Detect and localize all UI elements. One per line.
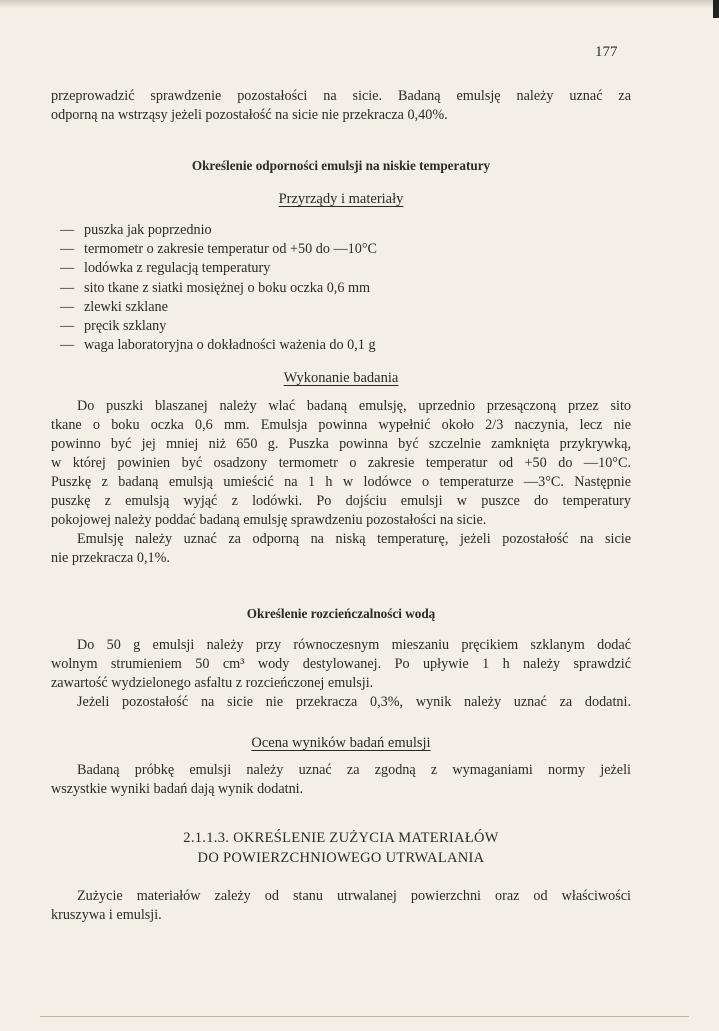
subheading-equipment-text: Przyrządy i materiały [278, 191, 404, 207]
subheading-equipment [51, 190, 631, 209]
list-item-text: pręcik szklany [84, 318, 167, 335]
list-item-text: waga laboratoryjna o dokładności ważenia do 0,1 g [84, 337, 376, 354]
acceptance-line: Emulsję należy uznać za odporną na niską temperaturę, jeżeli pozostałość na sicie [77, 531, 631, 547]
equipment-list [51, 221, 631, 355]
dilution-paragraph [51, 636, 631, 712]
list-item-text: puszka jak poprzednio [84, 222, 212, 238]
list-item [51, 298, 631, 317]
dash-icon: — [60, 222, 75, 238]
intro-line-2: odporną na wstrząsy jeżeli pozostałość na sicie nie przekracza 0,40%. [51, 107, 448, 123]
dash-icon: — [60, 337, 75, 354]
subheading-evaluation-text: Ocena wyników badań emulsji [251, 735, 431, 751]
section-title-line-1: 2.1.1.3. OKREŚLENIE ZUŻYCIA MATERIAŁÓW [183, 830, 499, 846]
list-item [51, 336, 631, 355]
acceptance-line: nie przekracza 0,1%. [51, 550, 170, 566]
list-item [51, 240, 631, 259]
dash-icon: — [60, 298, 75, 315]
final-line: Zużycie materiałów zależy od stanu utrwalanej powierzchni oraz od właściwości [77, 888, 631, 904]
list-item [51, 317, 631, 336]
evaluation-line: wszystkie wyniki badań dają wynik dodatni. [51, 781, 304, 797]
list-item-text: lodówka z regulacją temperatury [84, 260, 271, 277]
section-title [51, 828, 631, 868]
subheading-procedure [51, 369, 631, 388]
procedure-line: puszkę z emulsją wyjąć z lodówki. Po dojściu emulsji w puszce do temperatury [51, 493, 631, 509]
heading-low-temperature: Określenie odporności emulsji na niskie temperatury [191, 158, 491, 173]
procedure-line: Do puszki blaszanej należy wlać badaną emulsję, uprzednio przesączoną przez sito [77, 398, 631, 414]
evaluation-line: Badaną próbkę emulsji należy uznać za zgodną z wymaganiami normy jeżeli [77, 762, 631, 778]
section-title-line-2: DO POWIERZCHNIOWEGO UTRWALANIA [197, 850, 485, 866]
list-item [51, 221, 631, 240]
intro-line-1: przeprowadzić sprawdzenie pozostałości na sicie. Badaną emulsję należy uznać za [51, 88, 631, 104]
list-item [51, 279, 631, 298]
dilution-line: wolnym strumieniem 50 cm³ wody destylowanej. Po upływie 1 h należy sprawdzić [51, 656, 631, 672]
procedure-line: tkane o boku oczka 0,6 mm. Emulsja powinna wypełnić około 2/3 naczynia, lecz nie [51, 417, 631, 433]
evaluation-paragraph [51, 761, 631, 799]
page-top-shadow [0, 0, 719, 8]
dilution-result-line: Jeżeli pozostałość na sicie nie przekracza 0,3%, wynik należy uznać za dodatni. [77, 694, 631, 710]
procedure-paragraph [51, 397, 631, 568]
dilution-line: zawartość wydzielonego asfaltu z rozcieńczonej emulsji. [51, 675, 374, 691]
procedure-line: Puszkę z badaną emulsją umieścić na 1 h w lodówce o temperaturze —3°C. Następnie [51, 474, 631, 490]
procedure-line: w której powinien być osadzony termometr o zakresie temperatur od +50 do —10°C. [51, 455, 631, 471]
page-bottom-edge [40, 1016, 689, 1017]
dash-icon: — [60, 279, 75, 296]
procedure-line: powinno być jej mniej niż 650 g. Puszka powinna być szczelnie zamknięta przykrywką, [51, 436, 631, 452]
dilution-line: Do 50 g emulsji należy przy równoczesnym mieszaniu pręcikiem szklanym dodać [77, 637, 631, 653]
final-line: kruszywa i emulsji. [51, 907, 162, 923]
subheading-evaluation [51, 734, 631, 753]
page-number: 177 [595, 44, 618, 60]
list-item-text: sito tkane z siatki mosiężnej o boku oczka 0,6 mm [84, 279, 371, 296]
final-paragraph [51, 887, 631, 925]
list-item-text: termometr o zakresie temperatur od +50 do —10°C [84, 241, 378, 258]
dash-icon: — [60, 260, 75, 277]
list-item-text: zlewki szklane [84, 298, 168, 315]
subheading-procedure-text: Wykonanie badania [283, 370, 399, 386]
scan-edge-mark [713, 0, 719, 18]
list-item [51, 259, 631, 278]
dash-icon: — [60, 318, 75, 335]
procedure-line: pokojowej należy poddać badaną emulsję sprawdzeniu pozostałości na sicie. [51, 512, 487, 528]
heading-dilution: Określenie rozcieńczalności wodą [246, 606, 436, 621]
dash-icon: — [60, 241, 75, 258]
